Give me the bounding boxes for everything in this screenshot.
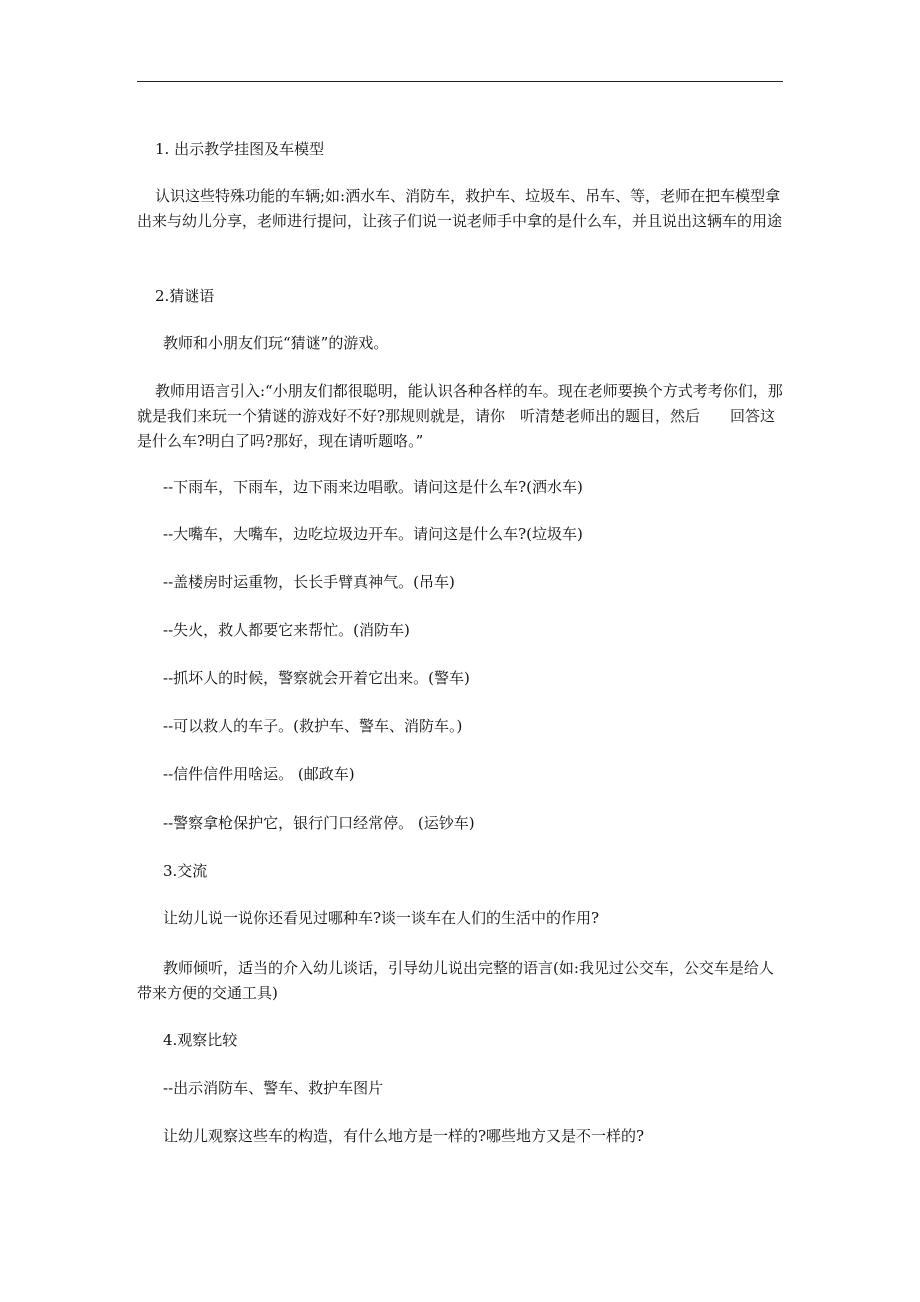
paragraph-discussion: 让幼儿说一说你还看见过哪种车?谈一谈车在人们的生活中的作用? <box>163 909 600 927</box>
paragraph-show-pictures: --出示消防车、警车、救护车图片 <box>163 1079 384 1097</box>
paragraph-teacher-listen: 教师倾听，适当的介入幼儿谈话，引导幼儿说出完整的语言(如:我见过公交车，公交车是给人带来方便的交通工具) <box>137 959 774 1002</box>
riddle-item: --盖楼房时运重物，长长手臂真神气。(吊车) <box>163 573 455 591</box>
section-heading-2: 2.猜谜语 <box>155 287 215 305</box>
section-heading-4: 4.观察比较 <box>163 1031 238 1049</box>
riddle-item: --警察拿枪保护它，银行门口经常停。 (运钞车) <box>163 814 475 832</box>
header-rule <box>137 81 783 82</box>
riddle-item: --信件信件用啥运。 (邮政车) <box>163 765 355 783</box>
riddle-item: --下雨车，下雨车，边下雨来边唱歌。请问这是什么车?(洒水车) <box>163 478 583 496</box>
section-heading-3: 3.交流 <box>163 862 208 880</box>
riddle-item: --可以救人的车子。(救护车、警车、消防车。) <box>163 717 463 735</box>
section-heading-1: 1. 出示教学挂图及车模型 <box>155 140 325 158</box>
riddle-item: --抓坏人的时候，警察就会开着它出来。(警车) <box>163 669 470 687</box>
riddle-item: --失火，救人都要它来帮忙。(消防车) <box>163 621 410 639</box>
riddle-item: --大嘴车，大嘴车，边吃垃圾边开车。请问这是什么车?(垃圾车) <box>163 525 583 543</box>
paragraph-intro-vehicles: 认识这些特殊功能的车辆;如:洒水车、消防车，救护车、垃圾车、吊车、等，老师在把车模型拿出来与幼儿分享，老师进行提问，让孩子们说一说老师手中拿的是什么车，并且说出这辆车的用途 <box>137 187 783 230</box>
paragraph-observe: 让幼儿观察这些车的构造，有什么地方是一样的?哪些地方又是不一样的? <box>163 1127 645 1145</box>
paragraph-riddle-game: 教师和小朋友们玩“猜谜”的游戏。 <box>163 334 389 352</box>
paragraph-teacher-intro: 教师用语言引入:“小朋友们都很聪明，能认识各种各样的车。现在老师要换个方式考考你们，那就是我们来玩一个猜谜的游戏好不好?那规则就是，请你 听清楚老师出的题目，然后 回答这是什么车?明白了吗?那好，现在请听题咯。” <box>137 382 783 450</box>
